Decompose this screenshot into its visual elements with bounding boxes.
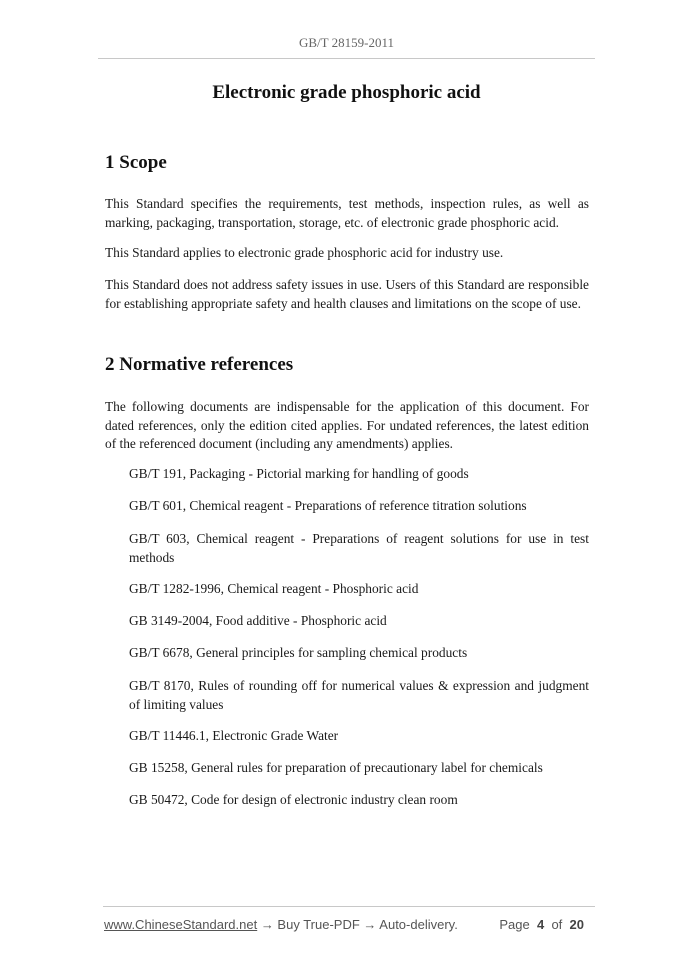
- page-current: 4: [536, 917, 545, 932]
- page-label: Page: [499, 917, 530, 932]
- page-total: 20: [569, 917, 584, 932]
- normative-references-intro: The following documents are indispensable for the application of this document. For dated references, only the edition cited applies. For undated references, the latest edition of the referenced document (including any amendments) applies.: [105, 399, 589, 451]
- reference-item: GB 3149-2004, Food additive - Phosphoric acid: [129, 613, 387, 628]
- reference-item: GB/T 601, Chemical reagent - Preparations of reference titration solutions: [129, 498, 527, 513]
- reference-item: GB/T 603, Chemical reagent - Preparations of reagent solutions for use in test methods: [129, 531, 589, 565]
- scope-paragraph-2: This Standard applies to electronic grade phosphoric acid for industry use.: [105, 245, 504, 260]
- reference-item: GB/T 11446.1, Electronic Grade Water: [129, 728, 339, 743]
- reference-item: GB 50472, Code for design of electronic industry clean room: [129, 792, 458, 807]
- standard-code-header: GB/T 28159-2011: [299, 35, 394, 50]
- reference-item: GB/T 191, Packaging - Pictorial marking for handling of goods: [129, 466, 469, 481]
- section-heading-normative-references: 2 Normative references: [105, 354, 294, 375]
- website-link[interactable]: www.ChineseStandard.net: [104, 917, 258, 932]
- reference-item: GB/T 6678, General principles for sampling chemical products: [129, 645, 468, 660]
- footer-promo-text: → Buy True-PDF → Auto-delivery.: [257, 917, 458, 932]
- page-of-label: of: [551, 917, 563, 932]
- reference-item: GB/T 1282-1996, Chemical reagent - Phosphoric acid: [129, 581, 419, 596]
- footer-divider: [103, 906, 595, 907]
- scope-paragraph-3: This Standard does not address safety issues in use. Users of this Standard are responsible for establishing appropriate safety and health clauses and limitations on the scope of use.: [105, 277, 589, 311]
- scope-paragraph-1: This Standard specifies the requirements, test methods, inspection rules, as well as marking, packaging, transportation, storage, etc. of electronic grade phosphoric acid.: [105, 196, 589, 230]
- reference-item: GB 15258, General rules for preparation of precautionary label for chemicals: [129, 760, 543, 775]
- header-divider: [98, 58, 595, 59]
- reference-item: GB/T 8170, Rules of rounding off for numerical values & expression and judgment of limiting values: [129, 678, 589, 712]
- document-title: Electronic grade phosphoric acid: [212, 82, 481, 103]
- page-indicator: [499, 917, 584, 932]
- page-footer: [104, 917, 584, 932]
- section-heading-scope: 1 Scope: [105, 152, 167, 173]
